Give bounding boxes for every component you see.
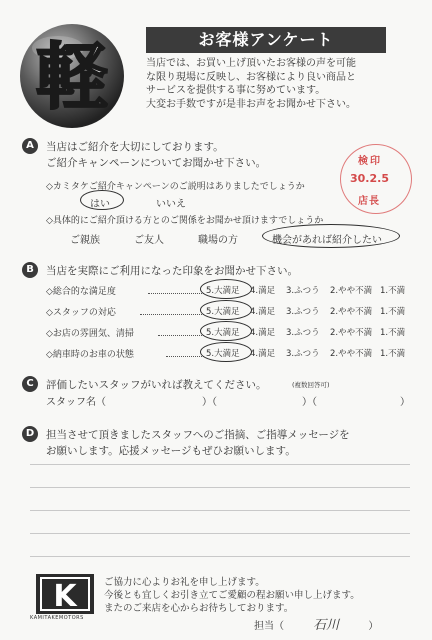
question-a1: ◇カミタケご紹介キャンペーンのご説明はありましたでしょうか	[46, 182, 305, 192]
scale-3[interactable]: 3.ふつう	[286, 349, 320, 359]
scale-3[interactable]: 3.ふつう	[286, 286, 320, 296]
leader-dots	[158, 335, 204, 336]
rating-label: ◇スタッフの対応	[46, 308, 116, 318]
scale-4[interactable]: 4.満足	[250, 349, 276, 359]
section-c-heading: 評価したいスタッフがいれば教えてください。	[46, 379, 267, 391]
scale-4[interactable]: 4.満足	[250, 307, 276, 317]
option-yes[interactable]: はい	[90, 199, 110, 210]
rating-label: ◇お店の雰囲気、清掃	[46, 329, 134, 339]
section-d-line: お願いします。応援メッセージもぜひお願いします。	[46, 445, 296, 457]
leader-dots	[148, 293, 204, 294]
section-b-heading: 当店を実際にご利用になった印象をお聞かせ下さい。	[46, 265, 298, 277]
section-d-badge: D	[22, 426, 38, 442]
message-line[interactable]	[30, 464, 410, 465]
scale-4[interactable]: 4.満足	[250, 328, 276, 338]
brand-name: KAMITAKEMOTORS	[30, 615, 84, 621]
answer-circle	[80, 190, 124, 210]
scale-2[interactable]: 2.やや不満	[330, 349, 373, 359]
scale-1[interactable]: 1.不満	[380, 349, 406, 359]
stamp-bottom: 店長	[358, 196, 380, 207]
section-c-badge: C	[22, 376, 38, 392]
message-line[interactable]	[30, 533, 410, 534]
intro-line: な限り現場に反映し、お客様により良い商品と	[146, 71, 356, 83]
staff-label: 担当（	[254, 621, 284, 632]
staff-name-label: スタッフ名（	[46, 397, 106, 408]
message-line[interactable]	[30, 556, 410, 557]
paren-mid: ）（	[202, 397, 217, 408]
kamitake-logo	[36, 574, 94, 614]
staff-close: ）	[368, 621, 379, 632]
scale-5[interactable]: 5.大満足	[206, 328, 240, 338]
scale-2[interactable]: 2.やや不満	[330, 286, 373, 296]
answer-circle	[200, 321, 252, 341]
intro-text	[146, 57, 424, 111]
scale-1[interactable]: 1.不満	[380, 286, 406, 296]
thanks-line: 今後とも宜しくお引き立てご愛顧の程お願い申し上げます。	[104, 590, 360, 601]
answer-circle	[200, 300, 252, 320]
staff-signature: 石川	[313, 618, 340, 633]
option-coworker[interactable]: 職場の方	[198, 235, 238, 246]
survey-title: お客様アンケート	[146, 27, 386, 53]
scale-1[interactable]: 1.不満	[380, 328, 406, 338]
scale-2[interactable]: 2.やや不満	[330, 328, 373, 338]
section-b-badge: B	[22, 262, 38, 278]
intro-line: 当店では、お買い上げ頂いたお客様の声を可能	[146, 58, 356, 69]
leader-dots	[166, 356, 204, 357]
question-a2: ◇具体的にご紹介頂ける方とのご関係をお聞かせ頂けますでしょうか	[46, 216, 324, 226]
scale-3[interactable]: 3.ふつう	[286, 307, 320, 317]
stamp-top: 検印	[358, 156, 382, 167]
section-a-badge: A	[22, 138, 38, 154]
answer-circle	[200, 342, 252, 362]
section-a-line: 当店はご紹介を大切にしております。	[46, 141, 224, 153]
logo-character: 軽	[35, 35, 109, 119]
paren-end: ）	[400, 397, 410, 408]
section-d-line: 担当させて頂きましたスタッフへのご指摘、ご指導メッセージを	[46, 429, 350, 441]
thanks-line: またのご来店を心からお待ちしております。	[104, 603, 294, 614]
intro-line: 大変お手数ですが是非お声をお聞かせ下さい。	[146, 98, 356, 110]
scale-4[interactable]: 4.満足	[250, 286, 276, 296]
scale-5[interactable]: 5.大満足	[206, 286, 240, 296]
approval-stamp	[336, 144, 416, 216]
paren-mid: ）（	[302, 397, 317, 408]
scale-3[interactable]: 3.ふつう	[286, 328, 320, 338]
message-line[interactable]	[30, 487, 410, 488]
scale-5[interactable]: 5.大満足	[206, 349, 240, 359]
option-friend[interactable]: ご友人	[134, 235, 164, 246]
staff-in-charge	[254, 614, 378, 633]
option-no[interactable]: いいえ	[156, 199, 186, 210]
logo-initial: K	[53, 579, 77, 614]
message-line[interactable]	[30, 510, 410, 511]
scale-2[interactable]: 2.やや不満	[330, 307, 373, 317]
rating-label: ◇納車時のお車の状態	[46, 350, 134, 360]
section-a-line: ご紹介キャンペーンについてお聞かせ下さい。	[46, 157, 267, 169]
answer-circle	[262, 224, 400, 248]
leader-dots	[140, 314, 204, 315]
answer-circle	[200, 279, 252, 299]
kei-logo	[14, 20, 130, 132]
rating-label: ◇総合的な満足度	[46, 287, 116, 297]
option-opportunity[interactable]: 機会があれば紹介したい	[272, 235, 382, 246]
section-c-note: (複数回答可)	[292, 381, 330, 389]
scale-1[interactable]: 1.不満	[380, 307, 406, 317]
thanks-line: ご協力に心よりお礼を申し上げます。	[104, 577, 265, 588]
stamp-date: 30.2.5	[350, 172, 389, 185]
intro-line: サービスを提供する事に努めています。	[146, 85, 326, 96]
option-family[interactable]: ご親族	[70, 235, 100, 246]
scale-5[interactable]: 5.大満足	[206, 307, 240, 317]
thanks-text	[104, 576, 360, 615]
